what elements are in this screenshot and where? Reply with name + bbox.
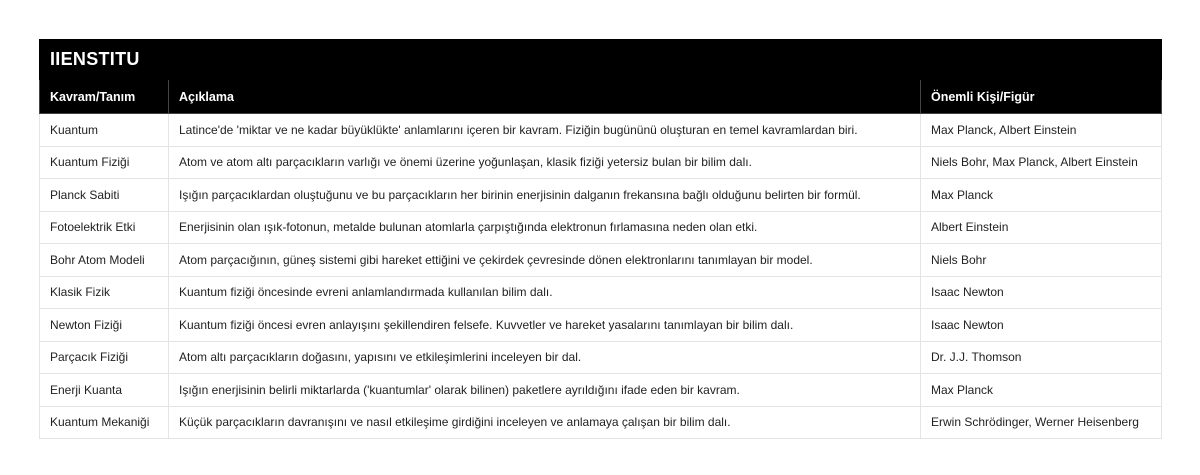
cell-person: Niels Bohr, Max Planck, Albert Einstein [921, 146, 1162, 179]
table-row [40, 146, 1162, 179]
cell-person: Isaac Newton [921, 309, 1162, 342]
cell-person: Erwin Schrödinger, Werner Heisenberg [921, 406, 1162, 439]
cell-description: Küçük parçacıkların davranışını ve nasıl etkileşime girdiğini inceleyen ve anlamaya çalışan bir bilim dalı. [169, 406, 921, 439]
cell-description: Atom parçacığının, güneş sistemi gibi hareket ettiğini ve çekirdek çevresinde dönen elektronlarını tanımlayan bir model. [169, 244, 921, 277]
cell-person: Max Planck [921, 179, 1162, 212]
table-row [40, 211, 1162, 244]
cell-person: Isaac Newton [921, 276, 1162, 309]
cell-concept: Newton Fiziği [40, 309, 169, 342]
table-container [39, 39, 1161, 439]
cell-description: Atom ve atom altı parçacıkların varlığı ve önemi üzerine yoğunlaşan, klasik fiziği yetersiz bulan bir bilim dalı. [169, 146, 921, 179]
table-title: IIENSTITU [40, 40, 1162, 80]
cell-concept: Enerji Kuanta [40, 374, 169, 407]
table-row [40, 406, 1162, 439]
concepts-table [39, 39, 1162, 439]
table-row [40, 341, 1162, 374]
table-row [40, 179, 1162, 212]
cell-person: Dr. J.J. Thomson [921, 341, 1162, 374]
column-header-description: Açıklama [169, 80, 921, 114]
column-header-person: Önemli Kişi/Figür [921, 80, 1162, 114]
cell-description: Işığın enerjisinin belirli miktarlarda ('kuantumlar' olarak bilinen) paketlere ayrıldığını ifade eden bir kavram. [169, 374, 921, 407]
cell-concept: Planck Sabiti [40, 179, 169, 212]
cell-concept: Fotoelektrik Etki [40, 211, 169, 244]
cell-concept: Parçacık Fiziği [40, 341, 169, 374]
table-row [40, 114, 1162, 147]
table-row [40, 276, 1162, 309]
cell-person: Max Planck, Albert Einstein [921, 114, 1162, 147]
cell-concept: Klasik Fizik [40, 276, 169, 309]
cell-description: Kuantum fiziği öncesi evren anlayışını şekillendiren felsefe. Kuvvetler ve hareket yasalarını tanımlayan bir bilim dalı. [169, 309, 921, 342]
cell-concept: Bohr Atom Modeli [40, 244, 169, 277]
cell-concept: Kuantum Fiziği [40, 146, 169, 179]
cell-person: Max Planck [921, 374, 1162, 407]
cell-person: Albert Einstein [921, 211, 1162, 244]
column-header-concept: Kavram/Tanım [40, 80, 169, 114]
cell-description: Enerjisinin olan ışık-fotonun, metalde bulunan atomlarla çarpıştığında elektronun fırlamasına neden olan etki. [169, 211, 921, 244]
table-row [40, 309, 1162, 342]
table-row [40, 244, 1162, 277]
cell-description: Atom altı parçacıkların doğasını, yapısını ve etkileşimlerini inceleyen bir dal. [169, 341, 921, 374]
cell-description: Kuantum fiziği öncesinde evreni anlamlandırmada kullanılan bilim dalı. [169, 276, 921, 309]
cell-description: Işığın parçacıklardan oluştuğunu ve bu parçacıkların her birinin enerjisinin dalganın frekansına bağlı olduğunu belirten bir formül. [169, 179, 921, 212]
table-header-row [40, 80, 1162, 114]
table-title-row [40, 40, 1162, 80]
cell-description: Latince'de 'miktar ve ne kadar büyüklükte' anlamlarını içeren bir kavram. Fiziğin bugününü oluşturan en temel kavramlardan biri. [169, 114, 921, 147]
table-row [40, 374, 1162, 407]
cell-person: Niels Bohr [921, 244, 1162, 277]
cell-concept: Kuantum Mekaniği [40, 406, 169, 439]
cell-concept: Kuantum [40, 114, 169, 147]
